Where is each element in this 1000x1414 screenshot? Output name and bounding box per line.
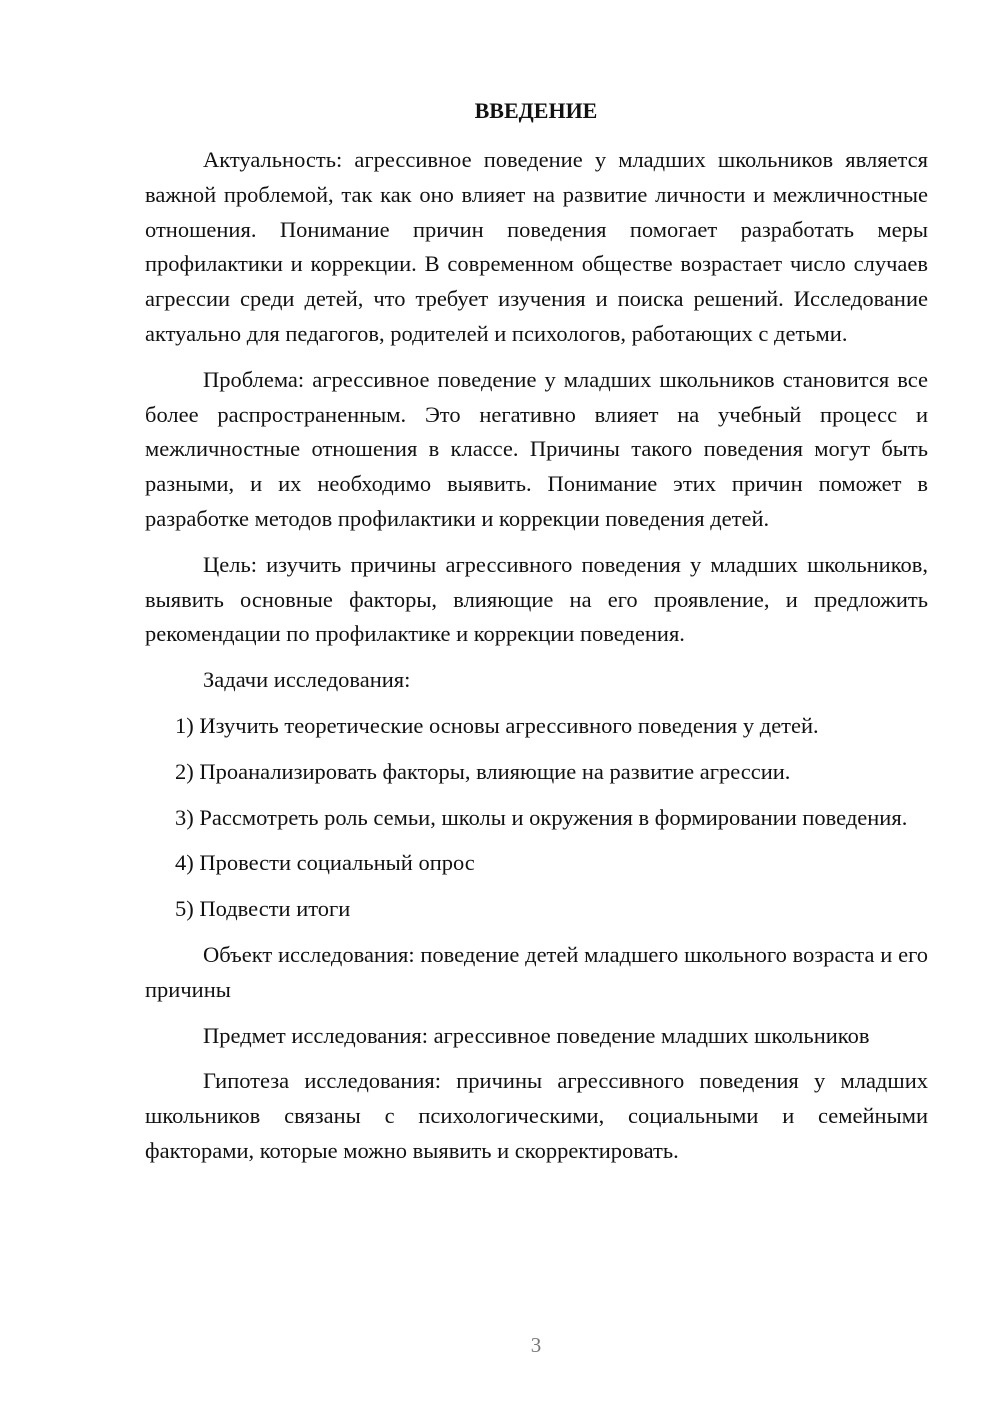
task-item-4: 4) Провести социальный опрос xyxy=(175,850,475,876)
goal-paragraph: Цель: изучить причины агрессивного поведения у младших школьников, выявить основные факторы, влияющие на его проявление, и предложить рекомендации по профилактике и коррекции поведения. xyxy=(145,551,928,647)
subject-paragraph: Предмет исследования: агрессивное поведение младших школьников xyxy=(203,1022,870,1048)
page-title: ВВЕДЕНИЕ xyxy=(474,98,598,123)
task-item-1: 1) Изучить теоретические основы агрессивного поведения у детей. xyxy=(175,712,819,738)
task-item-2: 2) Проанализировать факторы, влияющие на развитие агрессии. xyxy=(175,758,791,784)
tasks-title: Задачи исследования: xyxy=(203,667,411,693)
relevance-paragraph: Актуальность: агрессивное поведение у младших школьников является важной проблемой, так как оно влияет на развитие личности и межличностные отношения. Понимание причин поведения помогает разработать меры профилактики и коррекции. В современном обществе возрастает число случаев агрессии среди детей, что требует изучения и поиска решений. Исследование актуально для педагогов, родителей и психологов, работающих с детьми. xyxy=(145,147,928,346)
hypothesis-paragraph: Гипотеза исследования: причины агрессивного поведения у младших школьников связаны с психологическими, социальными и семейными факторами, которые можно выявить и скорректировать. xyxy=(145,1068,928,1163)
problem-paragraph: Проблема: агрессивное поведение у младших школьников становится все более распространенным. Это негативно влияет на учебный процесс и межличностные отношения в классе. Причины такого поведения могут быть разными, и их необходимо выявить. Понимание этих причин поможет в разработке методов профилактики и коррекции поведения детей. xyxy=(145,366,928,531)
page-number: 3 xyxy=(530,1333,542,1357)
document-body xyxy=(145,143,928,1180)
object-paragraph: Объект исследования: поведение детей младшего школьного возраста и его причины xyxy=(145,941,928,1002)
task-item-3: 3) Рассмотреть роль семьи, школы и окружения в формировании поведения. xyxy=(175,804,908,830)
task-item-5: 5) Подвести итоги xyxy=(175,896,351,922)
